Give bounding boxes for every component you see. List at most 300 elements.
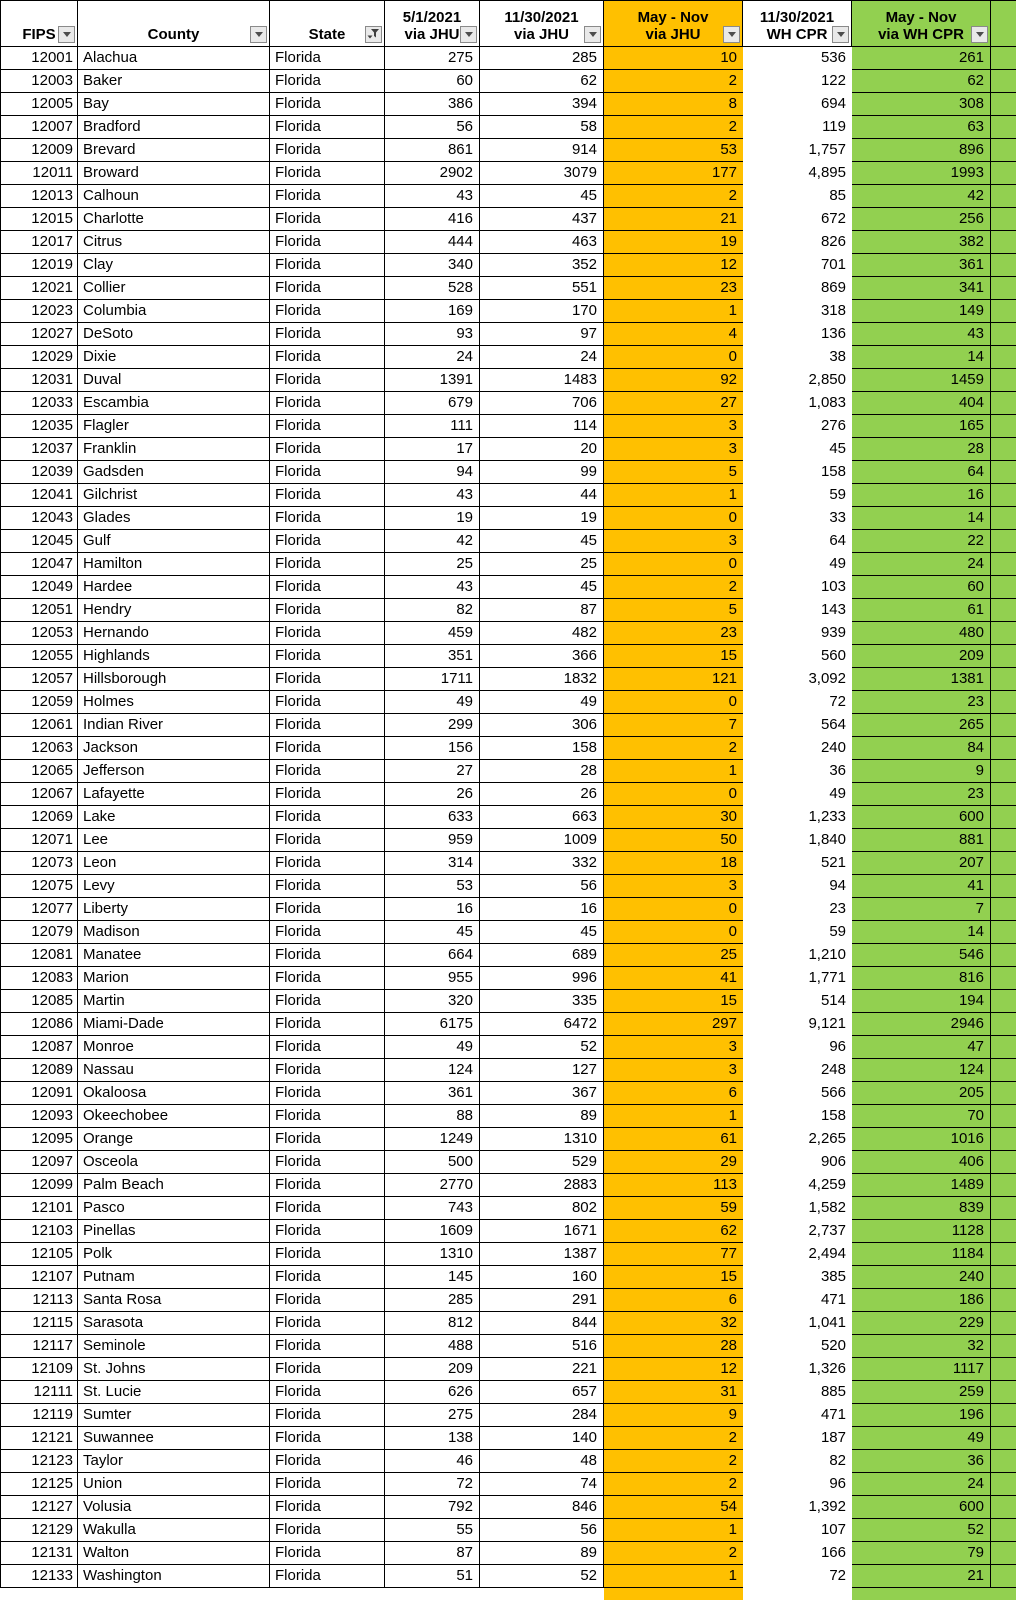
cell-state[interactable]: Florida [270, 392, 385, 415]
cell-fips[interactable]: 12031 [0, 369, 78, 392]
cell-fips[interactable]: 12105 [0, 1243, 78, 1266]
cell-fips[interactable]: 12057 [0, 668, 78, 691]
cell-county[interactable]: Volusia [78, 1496, 270, 1519]
cell-state[interactable]: Florida [270, 852, 385, 875]
cell-jhu-delta[interactable]: 18 [604, 852, 743, 875]
cell-state[interactable]: Florida [270, 668, 385, 691]
cell-cpr-end[interactable]: 560 [743, 645, 852, 668]
cell-jhu-delta[interactable]: 177 [604, 162, 743, 185]
cell-county[interactable]: St. Lucie [78, 1381, 270, 1404]
column-header-jhu-end[interactable] [480, 1, 604, 47]
cell-state[interactable]: Florida [270, 737, 385, 760]
cell-state[interactable]: Florida [270, 760, 385, 783]
cell-cpr-end[interactable]: 536 [743, 47, 852, 70]
cell-jhu-delta[interactable]: 2 [604, 70, 743, 93]
cell-cpr-end[interactable]: 72 [743, 1565, 852, 1588]
cell-jhu-delta[interactable]: 15 [604, 1266, 743, 1289]
cell-county[interactable]: Hillsborough [78, 668, 270, 691]
cell-fips[interactable]: 12133 [0, 1565, 78, 1588]
cell-jhu-start[interactable]: 145 [385, 1266, 480, 1289]
cell-state[interactable]: Florida [270, 438, 385, 461]
cell-jhu-start[interactable]: 959 [385, 829, 480, 852]
cell-fips[interactable]: 12069 [0, 806, 78, 829]
cell-cpr-delta[interactable]: 42 [852, 185, 991, 208]
cell-county[interactable]: Hernando [78, 622, 270, 645]
cell-fips[interactable]: 12041 [0, 484, 78, 507]
cell-county[interactable]: Manatee [78, 944, 270, 967]
cell-cpr-delta[interactable]: 24 [852, 553, 991, 576]
cell-jhu-end[interactable]: 48 [480, 1450, 604, 1473]
cell-jhu-start[interactable]: 19 [385, 507, 480, 530]
cell-fips[interactable]: 12009 [0, 139, 78, 162]
cell-cpr-delta[interactable]: 1016 [852, 1128, 991, 1151]
cell-cpr-end[interactable]: 103 [743, 576, 852, 599]
cell-state[interactable]: Florida [270, 1496, 385, 1519]
cell-county[interactable]: Brevard [78, 139, 270, 162]
cell-county[interactable]: Hendry [78, 599, 270, 622]
cell-jhu-start[interactable]: 6175 [385, 1013, 480, 1036]
cell-jhu-end[interactable]: 158 [480, 737, 604, 760]
cell-cpr-delta[interactable]: 240 [852, 1266, 991, 1289]
cell-jhu-delta[interactable]: 61 [604, 1128, 743, 1151]
cell-jhu-start[interactable]: 60 [385, 70, 480, 93]
cell-fips[interactable]: 12015 [0, 208, 78, 231]
cell-state[interactable]: Florida [270, 530, 385, 553]
cell-county[interactable]: Pinellas [78, 1220, 270, 1243]
filter-dropdown-icon[interactable] [723, 26, 740, 43]
cell-jhu-start[interactable]: 169 [385, 300, 480, 323]
cell-state[interactable]: Florida [270, 93, 385, 116]
cell-county[interactable]: Putnam [78, 1266, 270, 1289]
column-header-jhu-delta[interactable] [604, 1, 743, 47]
cell-county[interactable]: Osceola [78, 1151, 270, 1174]
cell-fips[interactable]: 12103 [0, 1220, 78, 1243]
cell-state[interactable]: Florida [270, 1519, 385, 1542]
cell-fips[interactable]: 12131 [0, 1542, 78, 1565]
cell-jhu-end[interactable]: 285 [480, 47, 604, 70]
cell-jhu-start[interactable]: 138 [385, 1427, 480, 1450]
cell-county[interactable]: Collier [78, 277, 270, 300]
cell-jhu-delta[interactable]: 5 [604, 599, 743, 622]
cell-jhu-start[interactable]: 93 [385, 323, 480, 346]
cell-jhu-delta[interactable]: 12 [604, 254, 743, 277]
cell-jhu-end[interactable]: 6472 [480, 1013, 604, 1036]
cell-cpr-end[interactable]: 166 [743, 1542, 852, 1565]
cell-cpr-end[interactable]: 1,392 [743, 1496, 852, 1519]
cell-cpr-delta[interactable]: 341 [852, 277, 991, 300]
cell-jhu-delta[interactable]: 30 [604, 806, 743, 829]
cell-cpr-end[interactable]: 276 [743, 415, 852, 438]
cell-jhu-delta[interactable]: 27 [604, 392, 743, 415]
cell-cpr-end[interactable]: 107 [743, 1519, 852, 1542]
cell-state[interactable]: Florida [270, 714, 385, 737]
cell-fips[interactable]: 12109 [0, 1358, 78, 1381]
cell-state[interactable]: Florida [270, 254, 385, 277]
cell-state[interactable]: Florida [270, 70, 385, 93]
cell-fips[interactable]: 12129 [0, 1519, 78, 1542]
cell-fips[interactable]: 12051 [0, 599, 78, 622]
cell-fips[interactable]: 12111 [0, 1381, 78, 1404]
cell-county[interactable]: Hardee [78, 576, 270, 599]
filter-dropdown-icon[interactable] [584, 26, 601, 43]
cell-fips[interactable]: 12123 [0, 1450, 78, 1473]
cell-jhu-start[interactable]: 444 [385, 231, 480, 254]
cell-cpr-delta[interactable]: 1993 [852, 162, 991, 185]
cell-fips[interactable]: 12077 [0, 898, 78, 921]
cell-jhu-delta[interactable]: 92 [604, 369, 743, 392]
cell-fips[interactable]: 12021 [0, 277, 78, 300]
cell-jhu-start[interactable]: 24 [385, 346, 480, 369]
cell-county[interactable]: Okeechobee [78, 1105, 270, 1128]
cell-cpr-delta[interactable]: 207 [852, 852, 991, 875]
cell-state[interactable]: Florida [270, 622, 385, 645]
cell-county[interactable]: Escambia [78, 392, 270, 415]
cell-cpr-delta[interactable]: 1381 [852, 668, 991, 691]
cell-jhu-end[interactable]: 127 [480, 1059, 604, 1082]
cell-state[interactable]: Florida [270, 1243, 385, 1266]
cell-cpr-end[interactable]: 521 [743, 852, 852, 875]
cell-cpr-delta[interactable]: 49 [852, 1427, 991, 1450]
cell-state[interactable]: Florida [270, 599, 385, 622]
cell-cpr-end[interactable]: 514 [743, 990, 852, 1013]
cell-jhu-end[interactable]: 45 [480, 921, 604, 944]
cell-jhu-start[interactable]: 27 [385, 760, 480, 783]
cell-state[interactable]: Florida [270, 346, 385, 369]
cell-fips[interactable]: 12125 [0, 1473, 78, 1496]
cell-jhu-delta[interactable]: 3 [604, 530, 743, 553]
cell-cpr-end[interactable]: 143 [743, 599, 852, 622]
cell-county[interactable]: Baker [78, 70, 270, 93]
cell-cpr-delta[interactable]: 881 [852, 829, 991, 852]
cell-cpr-delta[interactable]: 382 [852, 231, 991, 254]
cell-jhu-start[interactable]: 299 [385, 714, 480, 737]
cell-cpr-delta[interactable]: 23 [852, 691, 991, 714]
cell-cpr-end[interactable]: 136 [743, 323, 852, 346]
cell-jhu-end[interactable]: 657 [480, 1381, 604, 1404]
cell-cpr-end[interactable]: 187 [743, 1427, 852, 1450]
cell-county[interactable]: Madison [78, 921, 270, 944]
cell-cpr-end[interactable]: 59 [743, 484, 852, 507]
cell-cpr-delta[interactable]: 816 [852, 967, 991, 990]
cell-jhu-delta[interactable]: 2 [604, 1542, 743, 1565]
cell-jhu-start[interactable]: 812 [385, 1312, 480, 1335]
cell-fips[interactable]: 12019 [0, 254, 78, 277]
cell-fips[interactable]: 12127 [0, 1496, 78, 1519]
cell-jhu-start[interactable]: 26 [385, 783, 480, 806]
cell-jhu-end[interactable]: 332 [480, 852, 604, 875]
cell-jhu-end[interactable]: 1671 [480, 1220, 604, 1243]
cell-cpr-end[interactable]: 96 [743, 1036, 852, 1059]
cell-cpr-end[interactable]: 158 [743, 461, 852, 484]
cell-jhu-start[interactable]: 72 [385, 1473, 480, 1496]
cell-jhu-delta[interactable]: 0 [604, 783, 743, 806]
cell-county[interactable]: Calhoun [78, 185, 270, 208]
cell-jhu-end[interactable]: 846 [480, 1496, 604, 1519]
cell-jhu-start[interactable]: 51 [385, 1565, 480, 1588]
cell-fips[interactable]: 12079 [0, 921, 78, 944]
cell-county[interactable]: Dixie [78, 346, 270, 369]
cell-jhu-start[interactable]: 1310 [385, 1243, 480, 1266]
cell-county[interactable]: Flagler [78, 415, 270, 438]
cell-county[interactable]: Leon [78, 852, 270, 875]
cell-cpr-delta[interactable]: 52 [852, 1519, 991, 1542]
cell-jhu-end[interactable]: 335 [480, 990, 604, 1013]
cell-state[interactable]: Florida [270, 1197, 385, 1220]
cell-cpr-delta[interactable]: 60 [852, 576, 991, 599]
cell-county[interactable]: Miami-Dade [78, 1013, 270, 1036]
cell-fips[interactable]: 12005 [0, 93, 78, 116]
cell-cpr-end[interactable]: 1,083 [743, 392, 852, 415]
cell-jhu-start[interactable]: 459 [385, 622, 480, 645]
cell-jhu-end[interactable]: 160 [480, 1266, 604, 1289]
cell-county[interactable]: Washington [78, 1565, 270, 1588]
cell-jhu-delta[interactable]: 15 [604, 990, 743, 1013]
cell-fips[interactable]: 12087 [0, 1036, 78, 1059]
cell-state[interactable]: Florida [270, 1335, 385, 1358]
cell-jhu-start[interactable]: 792 [385, 1496, 480, 1519]
cell-cpr-end[interactable]: 566 [743, 1082, 852, 1105]
cell-county[interactable]: Sumter [78, 1404, 270, 1427]
cell-cpr-end[interactable]: 694 [743, 93, 852, 116]
cell-county[interactable]: Marion [78, 967, 270, 990]
cell-cpr-delta[interactable]: 196 [852, 1404, 991, 1427]
cell-jhu-delta[interactable]: 54 [604, 1496, 743, 1519]
cell-jhu-end[interactable]: 87 [480, 599, 604, 622]
cell-county[interactable]: Walton [78, 1542, 270, 1565]
cell-jhu-end[interactable]: 56 [480, 875, 604, 898]
filter-dropdown-icon[interactable] [971, 26, 988, 43]
cell-county[interactable]: Sarasota [78, 1312, 270, 1335]
cell-cpr-end[interactable]: 49 [743, 783, 852, 806]
cell-cpr-delta[interactable]: 21 [852, 1565, 991, 1588]
cell-cpr-delta[interactable]: 546 [852, 944, 991, 967]
cell-cpr-delta[interactable]: 7 [852, 898, 991, 921]
cell-jhu-end[interactable]: 482 [480, 622, 604, 645]
cell-state[interactable]: Florida [270, 231, 385, 254]
cell-state[interactable]: Florida [270, 1450, 385, 1473]
cell-state[interactable]: Florida [270, 1358, 385, 1381]
cell-jhu-start[interactable]: 340 [385, 254, 480, 277]
cell-fips[interactable]: 12093 [0, 1105, 78, 1128]
cell-cpr-end[interactable]: 248 [743, 1059, 852, 1082]
cell-jhu-delta[interactable]: 23 [604, 277, 743, 300]
cell-cpr-delta[interactable]: 361 [852, 254, 991, 277]
cell-county[interactable]: Gilchrist [78, 484, 270, 507]
cell-jhu-start[interactable]: 664 [385, 944, 480, 967]
cell-fips[interactable]: 12113 [0, 1289, 78, 1312]
cell-fips[interactable]: 12081 [0, 944, 78, 967]
cell-county[interactable]: Glades [78, 507, 270, 530]
cell-state[interactable]: Florida [270, 300, 385, 323]
cell-county[interactable]: Gulf [78, 530, 270, 553]
cell-county[interactable]: Palm Beach [78, 1174, 270, 1197]
cell-jhu-start[interactable]: 55 [385, 1519, 480, 1542]
cell-jhu-start[interactable]: 46 [385, 1450, 480, 1473]
cell-cpr-delta[interactable]: 43 [852, 323, 991, 346]
cell-jhu-end[interactable]: 1387 [480, 1243, 604, 1266]
cell-fips[interactable]: 12049 [0, 576, 78, 599]
cell-state[interactable]: Florida [270, 576, 385, 599]
cell-cpr-delta[interactable]: 62 [852, 70, 991, 93]
cell-county[interactable]: Indian River [78, 714, 270, 737]
cell-cpr-end[interactable]: 59 [743, 921, 852, 944]
cell-state[interactable]: Florida [270, 1473, 385, 1496]
cell-jhu-delta[interactable]: 9 [604, 1404, 743, 1427]
cell-cpr-end[interactable]: 72 [743, 691, 852, 714]
cell-jhu-delta[interactable]: 0 [604, 898, 743, 921]
cell-jhu-start[interactable]: 1609 [385, 1220, 480, 1243]
cell-county[interactable]: Columbia [78, 300, 270, 323]
cell-county[interactable]: Union [78, 1473, 270, 1496]
cell-jhu-end[interactable]: 52 [480, 1565, 604, 1588]
cell-county[interactable]: Okaloosa [78, 1082, 270, 1105]
cell-state[interactable]: Florida [270, 783, 385, 806]
cell-state[interactable]: Florida [270, 921, 385, 944]
cell-jhu-delta[interactable]: 10 [604, 47, 743, 70]
cell-jhu-end[interactable]: 996 [480, 967, 604, 990]
cell-cpr-end[interactable]: 2,494 [743, 1243, 852, 1266]
cell-jhu-delta[interactable]: 50 [604, 829, 743, 852]
cell-cpr-delta[interactable]: 1489 [852, 1174, 991, 1197]
cell-fips[interactable]: 12075 [0, 875, 78, 898]
cell-jhu-start[interactable]: 285 [385, 1289, 480, 1312]
cell-state[interactable]: Florida [270, 116, 385, 139]
cell-jhu-start[interactable]: 1391 [385, 369, 480, 392]
cell-state[interactable]: Florida [270, 1174, 385, 1197]
cell-fips[interactable]: 12035 [0, 415, 78, 438]
cell-state[interactable]: Florida [270, 415, 385, 438]
cell-jhu-delta[interactable]: 1 [604, 1105, 743, 1128]
cell-county[interactable]: Duval [78, 369, 270, 392]
cell-county[interactable]: Lake [78, 806, 270, 829]
cell-fips[interactable]: 12003 [0, 70, 78, 93]
cell-cpr-end[interactable]: 471 [743, 1289, 852, 1312]
cell-jhu-delta[interactable]: 41 [604, 967, 743, 990]
cell-state[interactable]: Florida [270, 1105, 385, 1128]
cell-cpr-end[interactable]: 1,582 [743, 1197, 852, 1220]
cell-state[interactable]: Florida [270, 185, 385, 208]
cell-jhu-start[interactable]: 43 [385, 576, 480, 599]
cell-state[interactable]: Florida [270, 1151, 385, 1174]
cell-cpr-end[interactable]: 49 [743, 553, 852, 576]
cell-jhu-delta[interactable]: 7 [604, 714, 743, 737]
cell-cpr-end[interactable]: 1,041 [743, 1312, 852, 1335]
cell-cpr-delta[interactable]: 205 [852, 1082, 991, 1105]
cell-jhu-delta[interactable]: 3 [604, 1036, 743, 1059]
cell-cpr-end[interactable]: 33 [743, 507, 852, 530]
cell-jhu-end[interactable]: 1310 [480, 1128, 604, 1151]
cell-cpr-end[interactable]: 119 [743, 116, 852, 139]
cell-jhu-end[interactable]: 1832 [480, 668, 604, 691]
cell-cpr-delta[interactable]: 265 [852, 714, 991, 737]
cell-state[interactable]: Florida [270, 967, 385, 990]
cell-fips[interactable]: 12055 [0, 645, 78, 668]
cell-county[interactable]: Hamilton [78, 553, 270, 576]
cell-cpr-delta[interactable]: 1459 [852, 369, 991, 392]
cell-jhu-start[interactable]: 626 [385, 1381, 480, 1404]
cell-state[interactable]: Florida [270, 507, 385, 530]
cell-jhu-start[interactable]: 275 [385, 1404, 480, 1427]
cell-jhu-end[interactable]: 52 [480, 1036, 604, 1059]
cell-cpr-delta[interactable]: 404 [852, 392, 991, 415]
cell-jhu-start[interactable]: 156 [385, 737, 480, 760]
cell-cpr-delta[interactable]: 1184 [852, 1243, 991, 1266]
cell-cpr-end[interactable]: 85 [743, 185, 852, 208]
cell-county[interactable]: Bradford [78, 116, 270, 139]
cell-cpr-end[interactable]: 869 [743, 277, 852, 300]
cell-jhu-start[interactable]: 43 [385, 185, 480, 208]
cell-cpr-delta[interactable]: 149 [852, 300, 991, 323]
filter-applied-funnel-icon[interactable] [365, 26, 382, 43]
cell-fips[interactable]: 12039 [0, 461, 78, 484]
cell-cpr-end[interactable]: 1,233 [743, 806, 852, 829]
cell-fips[interactable]: 12097 [0, 1151, 78, 1174]
cell-cpr-end[interactable]: 1,210 [743, 944, 852, 967]
cell-cpr-end[interactable]: 2,737 [743, 1220, 852, 1243]
cell-state[interactable]: Florida [270, 875, 385, 898]
cell-jhu-start[interactable]: 351 [385, 645, 480, 668]
cell-jhu-end[interactable]: 56 [480, 1519, 604, 1542]
cell-jhu-end[interactable]: 114 [480, 415, 604, 438]
cell-cpr-delta[interactable]: 124 [852, 1059, 991, 1082]
cell-jhu-delta[interactable]: 0 [604, 346, 743, 369]
cell-fips[interactable]: 12047 [0, 553, 78, 576]
cell-fips[interactable]: 12029 [0, 346, 78, 369]
cell-cpr-end[interactable]: 2,265 [743, 1128, 852, 1151]
cell-cpr-delta[interactable]: 28 [852, 438, 991, 461]
cell-cpr-delta[interactable]: 308 [852, 93, 991, 116]
cell-cpr-end[interactable]: 471 [743, 1404, 852, 1427]
cell-jhu-delta[interactable]: 2 [604, 185, 743, 208]
cell-county[interactable]: Jefferson [78, 760, 270, 783]
cell-cpr-delta[interactable]: 36 [852, 1450, 991, 1473]
cell-jhu-delta[interactable]: 1 [604, 1519, 743, 1542]
cell-jhu-delta[interactable]: 25 [604, 944, 743, 967]
cell-jhu-end[interactable]: 367 [480, 1082, 604, 1105]
cell-jhu-start[interactable]: 679 [385, 392, 480, 415]
filter-dropdown-icon[interactable] [460, 26, 477, 43]
cell-jhu-delta[interactable]: 2 [604, 576, 743, 599]
cell-jhu-end[interactable]: 97 [480, 323, 604, 346]
cell-jhu-end[interactable]: 140 [480, 1427, 604, 1450]
cell-fips[interactable]: 12117 [0, 1335, 78, 1358]
cell-county[interactable]: Gadsden [78, 461, 270, 484]
cell-jhu-end[interactable]: 16 [480, 898, 604, 921]
cell-cpr-end[interactable]: 45 [743, 438, 852, 461]
cell-jhu-end[interactable]: 20 [480, 438, 604, 461]
cell-county[interactable]: Highlands [78, 645, 270, 668]
cell-cpr-end[interactable]: 701 [743, 254, 852, 277]
cell-jhu-end[interactable]: 26 [480, 783, 604, 806]
cell-jhu-delta[interactable]: 6 [604, 1289, 743, 1312]
cell-jhu-start[interactable]: 2902 [385, 162, 480, 185]
cell-jhu-end[interactable]: 25 [480, 553, 604, 576]
cell-county[interactable]: Citrus [78, 231, 270, 254]
cell-cpr-end[interactable]: 94 [743, 875, 852, 898]
cell-county[interactable]: Martin [78, 990, 270, 1013]
cell-jhu-delta[interactable]: 32 [604, 1312, 743, 1335]
cell-jhu-start[interactable]: 528 [385, 277, 480, 300]
cell-jhu-start[interactable]: 743 [385, 1197, 480, 1220]
cell-cpr-delta[interactable]: 16 [852, 484, 991, 507]
cell-county[interactable]: Suwannee [78, 1427, 270, 1450]
cell-jhu-end[interactable]: 663 [480, 806, 604, 829]
cell-jhu-start[interactable]: 87 [385, 1542, 480, 1565]
cell-state[interactable]: Florida [270, 1013, 385, 1036]
cell-jhu-end[interactable]: 170 [480, 300, 604, 323]
cell-jhu-delta[interactable]: 19 [604, 231, 743, 254]
cell-jhu-start[interactable]: 45 [385, 921, 480, 944]
